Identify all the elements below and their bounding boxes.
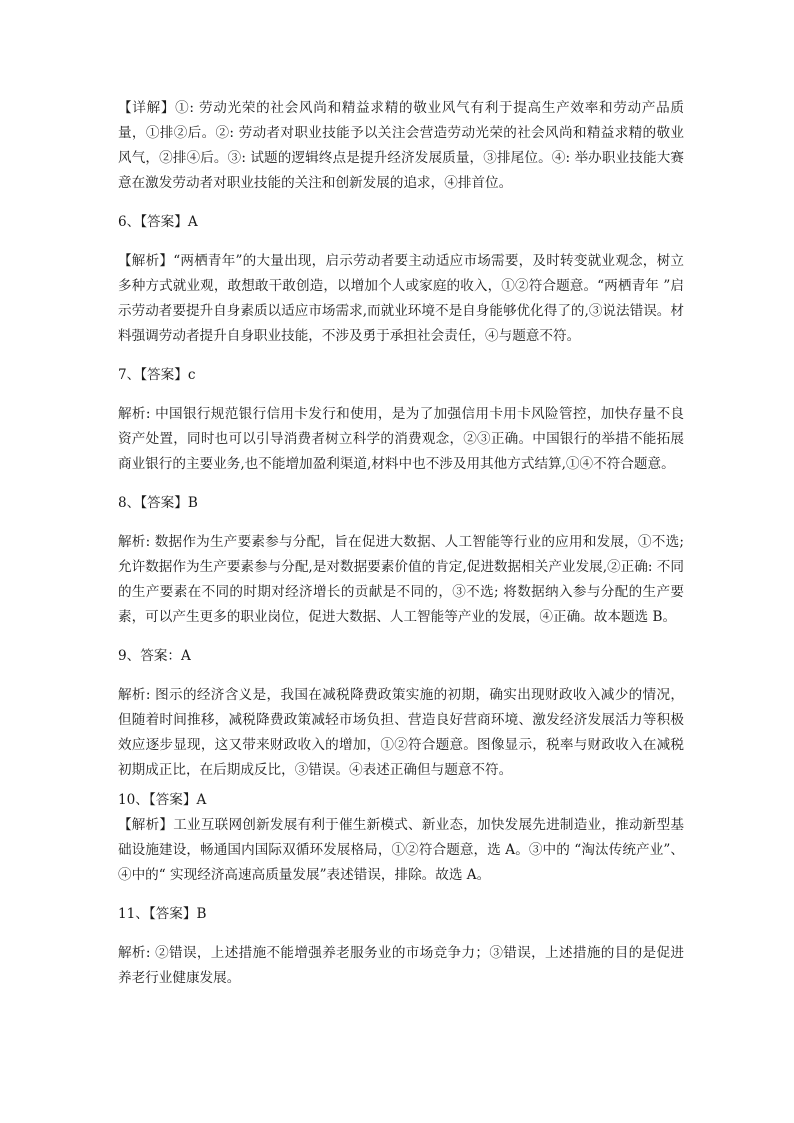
answer-9: 9、答案：A: [118, 648, 191, 664]
explanation-11: 解析: ②错误，上述措施不能增强养老服务业的市场竞争力；③错误，上述措施的目的是促进养老行业健康发展。: [118, 945, 684, 986]
explanation-6: 【解析】“两栖青年”的大量出现，启示劳动者要主动适应市场需要，及时转变就业观念，树立多种方式就业观，敢想敢干敢创造，以增加个人或家庭的收入，①②符合题意。“两栖青年 ”启示劳动者要提升自身素质以适应市场需求,而就业环境不是自身能够优化得了的,③说法错误。材料强调劳动者提升自身职业技能，不涉及勇于承担社会责任，④与题意不符。: [118, 253, 684, 344]
answer-8: 8、【答案】B: [118, 495, 198, 511]
answer-7: 7、【答案】c: [118, 367, 196, 383]
explanation-10: 【解析】工业互联网创新发展有利于催生新模式、新业态，加快发展先进制造业，推动新型基础设施建设，畅通国内国际双循环发展格局，①②符合题意，选 A。③中的 “淘汰传统产业”、④中的“ 实现经济高速高质量发展”表述错误，排除。故选 A。: [118, 817, 684, 883]
answer-10: 10、【答案】A: [118, 792, 207, 808]
explanation-7: 解析: 中国银行规范银行信用卡发行和使用，是为了加强信用卡用卡风险管控，加快存量不良资产处置，同时也可以引导消费者树立科学的消费观念，②③正确。中国银行的举措不能拓展商业银行的主要业务,也不能增加盈利渠道,材料中也不涉及用其他方式结算,①④不符合题意。: [118, 406, 684, 472]
answer-6: 6、【答案】A: [118, 214, 198, 230]
answer-11: 11、【答案】B: [118, 906, 207, 922]
explanation-8: 解析: 数据作为生产要素参与分配，旨在促进大数据、人工智能等行业的应用和发展，①不选; 允许数据作为生产要素参与分配,是对数据要素价值的肯定,促进数据相关产业发展,②正确: 不同的生产要素在不同的时期对经济增长的贡献是不同的，③不选; 将数据纳入参与分配的生产要素，可以产生更多的职业岗位，促进大数据、人工智能等产业的发展，④正确。故本题选 B。: [118, 534, 684, 625]
document-page: [118, 96, 684, 991]
detail-explanation: 【详解】①: 劳动光荣的社会风尚和精益求精的敬业风气有利于提高生产效率和劳动产品质量，①排②后。②: 劳动者对职业技能予以关注会营造劳动光荣的社会风尚和精益求精的敬业风气，②排④后。③: 试题的逻辑终点是提升经济发展质量，③排尾位。④: 举办职业技能大赛意在激发劳动者对职业技能的关注和创新发展的追求，④排首位。: [118, 100, 684, 191]
explanation-9: 解析: 图示的经济含义是，我国在减税降费政策实施的初期，确实出现财政收入减少的情况，但随着时间推移，减税降费政策减轻市场负担、营造良好营商环境、激发经济发展活力等积极效应逐步显现，这又带来财政收入的增加，①②符合题意。图像显示，税率与财政收入在减税初期成正比，在后期成反比，③错误。④表述正确但与题意不符。: [118, 687, 684, 778]
